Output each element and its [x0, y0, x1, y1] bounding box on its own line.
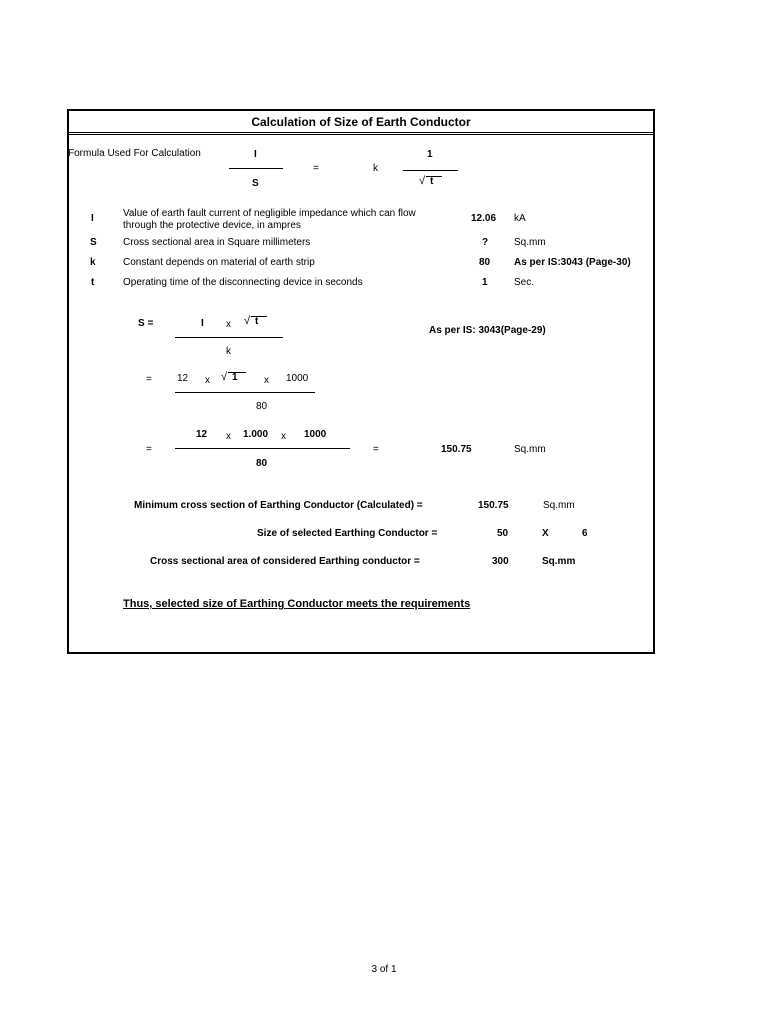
considered-area-unit: Sq.mm [542, 556, 576, 567]
step3-result: 150.75 [441, 444, 472, 455]
sqrt-icon: √ [244, 315, 251, 327]
step1-sqrt [244, 315, 268, 329]
formula-k: k [373, 163, 378, 174]
var-value: ? [482, 237, 489, 248]
step3-unit: Sq.mm [514, 444, 546, 455]
var-unit: Sq.mm [514, 237, 546, 248]
var-symbol: t [91, 277, 95, 288]
step3-current: 12 [196, 429, 208, 440]
step1-numerator-i: I [201, 318, 204, 329]
min-cross-section-unit: Sq.mm [543, 500, 575, 511]
conclusion-text: Thus, selected size of Earthing Conductor meets the requirements [123, 598, 471, 610]
selected-size-label: Size of selected Earthing Conductor = [257, 528, 438, 539]
step2-equals: = [146, 374, 152, 385]
var-symbol: S [90, 237, 97, 248]
selected-size-thickness: 6 [582, 528, 588, 539]
step3-sqrt-value: 1.000 [243, 429, 269, 440]
var-unit: Sec. [514, 277, 535, 288]
var-description: Cross sectional area in Square millimeters [123, 237, 311, 248]
step1-s-equals: S = [138, 318, 154, 329]
step2-times: x [205, 375, 210, 386]
formula-rhs-numerator: 1 [427, 149, 433, 160]
formula-label: Formula Used For Calculation [68, 148, 201, 159]
var-symbol: I [91, 213, 94, 224]
page-number: 3 of 1 [371, 964, 397, 975]
calculation-sheet [67, 109, 655, 654]
var-description-line2: through the protective device, in ampres [123, 220, 301, 231]
var-unit: kA [514, 213, 526, 224]
selected-size-width: 50 [497, 528, 509, 539]
step2-fraction-bar [175, 392, 315, 393]
considered-area-label: Cross sectional area of considered Earthing conductor = [150, 556, 420, 567]
var-value: 1 [482, 277, 488, 288]
selected-size-x: X [542, 528, 549, 539]
step1-times: x [226, 319, 231, 330]
considered-area-value: 300 [492, 556, 509, 567]
formula-lhs-fraction-bar [229, 168, 283, 169]
step2-multiplier: 1000 [286, 373, 309, 384]
var-value: 80 [479, 257, 491, 268]
formula-sqrt-arg: t [430, 176, 434, 187]
var-description: Value of earth fault current of negligible impedance which can flow [123, 208, 416, 219]
formula-equals: = [313, 163, 319, 174]
min-cross-section-value: 150.75 [478, 500, 509, 511]
var-value: 12.06 [471, 213, 497, 224]
step3-times: x [226, 431, 231, 442]
step3-equals: = [146, 444, 152, 455]
sqrt-icon: √ [419, 175, 426, 187]
step1-sqrt-arg: t [255, 316, 259, 327]
formula-rhs-fraction-bar [403, 170, 458, 171]
step1-reference: As per IS: 3043(Page-29) [429, 325, 546, 336]
title-bar [69, 111, 653, 135]
step3-fraction-bar [175, 448, 350, 449]
step1-denominator: k [226, 346, 231, 357]
formula-lhs-numerator: I [254, 149, 257, 160]
formula-lhs-denominator: S [252, 178, 259, 189]
page-title: Calculation of Size of Earth Conductor [251, 115, 471, 129]
var-symbol: k [90, 257, 96, 268]
var-description: Constant depends on material of earth strip [123, 257, 315, 268]
step3-times: x [281, 431, 286, 442]
var-description: Operating time of the disconnecting device in seconds [123, 277, 363, 288]
step2-denominator: 80 [256, 401, 268, 412]
min-cross-section-label: Minimum cross section of Earthing Conductor (Calculated) = [134, 500, 423, 511]
step1-fraction-bar [175, 337, 283, 338]
step2-current: 12 [177, 373, 189, 384]
formula-sqrt [419, 175, 443, 189]
step2-sqrt [221, 371, 247, 385]
step3-multiplier: 1000 [304, 429, 327, 440]
step3-equals-result: = [373, 444, 379, 455]
step2-times: x [264, 375, 269, 386]
var-unit-reference: As per IS:3043 (Page-30) [514, 257, 631, 268]
step3-denominator: 80 [256, 458, 268, 469]
step2-sqrt-arg: 1 [232, 372, 238, 383]
sqrt-icon: √ [221, 371, 228, 383]
